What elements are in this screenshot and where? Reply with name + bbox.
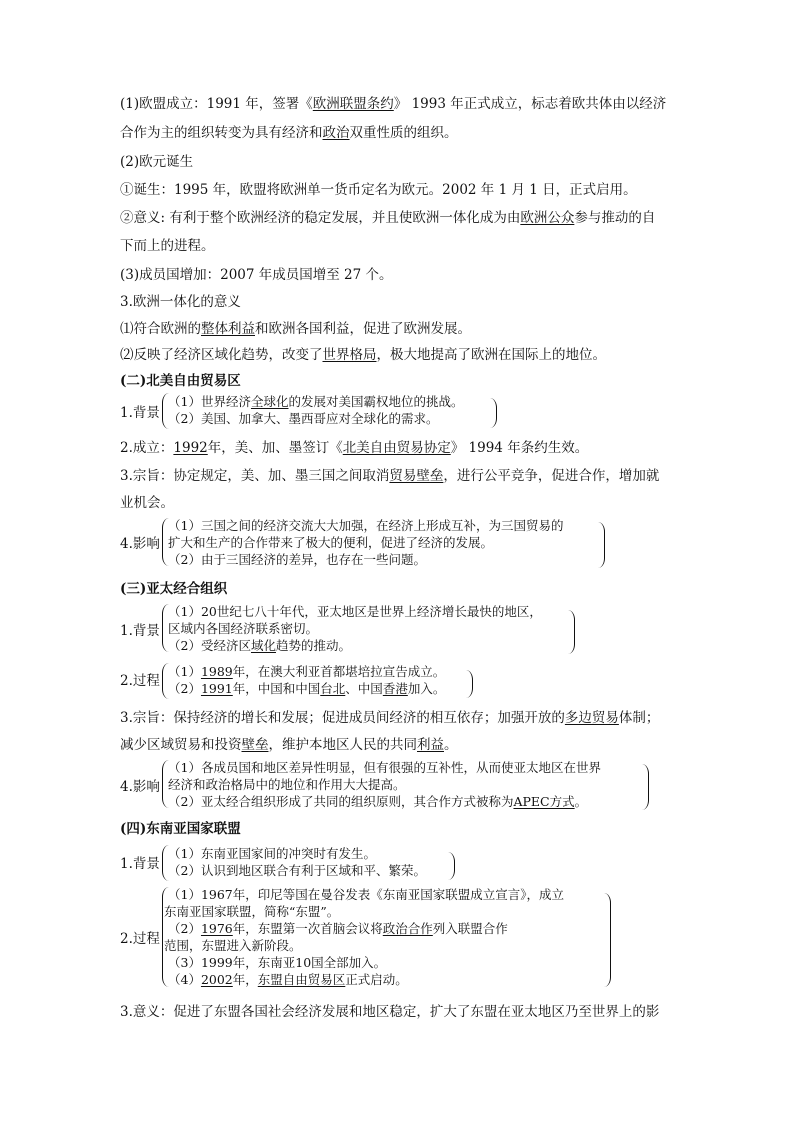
text: （1） xyxy=(168,664,201,679)
text: 。 xyxy=(574,794,588,809)
asean-process-item-2-cont: 范围，东盟进入新阶段。 xyxy=(164,938,302,953)
asean-background-label: 1.背景 xyxy=(120,856,160,872)
text: 》 1993 年正式成立，标志着欧共体由以经济 xyxy=(393,96,667,112)
apec-bg-item-1-cont: 区域内各国经济联系密切。 xyxy=(168,621,319,636)
apec-heading: (三)亚太经合组织 xyxy=(120,581,228,597)
eu-founding-line-2 xyxy=(120,124,458,142)
text: （4） xyxy=(168,972,201,987)
underlined-term: 欧洲公众 xyxy=(520,210,575,226)
asean-process-item-1: （1）1967年，印尼等国在曼谷发表《东南亚国家联盟成立宣言》，成立 xyxy=(168,887,565,902)
nafta-heading: (二)北美自由贸易区 xyxy=(120,373,241,389)
right-brace xyxy=(598,522,605,568)
underlined-term: 全球化 xyxy=(250,394,289,409)
text: ，进行公平竞争，促进合作，增加就 xyxy=(443,468,660,484)
text: 趋势的推动。 xyxy=(275,638,351,653)
right-brace xyxy=(568,610,575,654)
underlined-term: APEC方式 xyxy=(513,794,575,809)
apec-process-item-2 xyxy=(168,681,445,696)
text: （2）受经济区 xyxy=(168,638,251,653)
text: ②意义: 有利于整个欧洲经济的稳定发展，并且使欧洲一体化成为由 xyxy=(120,210,521,226)
underlined-term: 台北 xyxy=(320,681,346,696)
nafta-aim-line-2: 业机会。 xyxy=(120,495,174,511)
right-brace xyxy=(642,764,649,810)
text: ，极大地提高了欧洲在国际上的地位。 xyxy=(376,347,606,363)
nafta-impact-label: 4.影响 xyxy=(120,536,160,552)
nafta-background-label: 1.背景 xyxy=(120,405,160,421)
text: （2） xyxy=(168,921,201,936)
text: 列入联盟合作 xyxy=(432,921,508,936)
asean-process-item-4 xyxy=(168,972,408,987)
underlined-year: 2002 xyxy=(200,972,233,987)
text: 年， xyxy=(232,972,258,987)
text: 合作为主的组织转变为具有经济和 xyxy=(120,125,323,141)
text: 和欧洲各国利益，促进了欧洲发展。 xyxy=(255,321,471,337)
text: （1）世界经济 xyxy=(168,394,251,409)
underlined-term: 政治合作 xyxy=(382,921,433,936)
underlined-term: 多边贸易 xyxy=(564,710,619,726)
nafta-impact-item-1-cont: 扩大和生产的合作带来了极大的便利，促进了经济的发展。 xyxy=(168,535,494,550)
euro-meaning-line-2: 下而上的进程。 xyxy=(120,238,215,254)
euro-birth-line: ①诞生：1995 年，欧盟将欧洲单一货币定名为欧元。2002 年 1 月 1 日，正式启用。 xyxy=(120,182,637,198)
apec-process-item-1 xyxy=(168,664,445,679)
asean-bg-item-2: （2）认识到地区联合有利于区域和平、繁荣。 xyxy=(168,863,426,878)
apec-aim-line-2 xyxy=(120,736,458,754)
underlined-term: 东盟自由贸易区 xyxy=(257,972,346,987)
significance-line-1 xyxy=(120,320,471,338)
underlined-year: 1989 xyxy=(200,664,233,679)
text: 双重性质的组织。 xyxy=(349,125,458,141)
euro-heading: (2)欧元诞生 xyxy=(120,154,194,170)
nafta-establish-line xyxy=(120,439,588,457)
text: 的发展对美国霸权地位的挑战。 xyxy=(288,394,464,409)
text: 年，东盟第一次首脑会议将 xyxy=(232,921,383,936)
underlined-year: 1976 xyxy=(200,921,233,936)
members-line: (3)成员国增加：2007 年成员国增至 27 个。 xyxy=(120,267,393,283)
right-brace xyxy=(466,670,473,698)
asean-process-item-1-cont: 东南亚国家联盟，简称“东盟”。 xyxy=(164,904,340,919)
nafta-bg-item-1 xyxy=(168,394,464,409)
right-brace xyxy=(448,852,455,880)
underlined-term: 域化 xyxy=(250,638,276,653)
text: 加入。 xyxy=(407,681,446,696)
right-brace xyxy=(604,893,611,987)
agreement-name: 北美自由贸易协定 xyxy=(342,440,451,456)
apec-bg-item-1: （1）20世纪七八十年代，亚太地区是世界上经济增长最快的地区， xyxy=(168,604,542,619)
asean-bg-item-1: （1）东南亚国家间的冲突时有发生。 xyxy=(168,846,376,861)
apec-impact-item-1-cont: 经济和政治格局中的地位和作用大大提高。 xyxy=(168,777,406,792)
text: ，维护本地区人民的共同 xyxy=(268,737,417,753)
text: 3.宗旨：协定规定，美、加、墨三国之间取消 xyxy=(120,468,390,484)
text: 》 1994 年条约生效。 xyxy=(450,440,589,456)
significance-line-2 xyxy=(120,346,606,364)
text: 减少区域贸易和投资 xyxy=(120,737,242,753)
text: ⑵反映了经济区域化趋势，改变了 xyxy=(120,347,323,363)
nafta-impact-item-1: （1）三国之间的经济交流大大加强，在经济上形成互补，为三国贸易的 xyxy=(168,518,564,533)
text: 年，美、加、墨签订《 xyxy=(207,440,343,456)
text: （2）亚太经合组织形成了共同的组织原则，其合作方式被称为 xyxy=(168,794,514,809)
nafta-bg-item-2: （2）美国、加拿大、墨西哥应对全球化的需求。 xyxy=(168,411,439,426)
treaty-name: 欧洲联盟条约 xyxy=(312,96,394,112)
apec-background-label: 1.背景 xyxy=(120,623,160,639)
asean-process-label: 2.过程 xyxy=(120,931,160,947)
underlined-year: 1992 xyxy=(173,440,208,456)
apec-impact-item-1: （1）各成员国和地区差异性明显，但有很强的互补性，从而使亚太地区在世界 xyxy=(168,760,601,775)
eu-founding-line xyxy=(120,95,666,113)
text: 3.宗旨：保持经济的增长和发展；促进成员间经济的相互依存；加强开放的 xyxy=(120,710,565,726)
asean-process-item-2 xyxy=(168,921,508,936)
underlined-term: 贸易壁垒 xyxy=(389,468,444,484)
apec-impact-item-2 xyxy=(168,794,587,809)
text: 年，中国和中国 xyxy=(232,681,321,696)
text: 、中国 xyxy=(345,681,383,696)
apec-bg-item-2 xyxy=(168,638,351,653)
underlined-term: 利益 xyxy=(417,737,444,753)
underlined-term: 世界格局 xyxy=(322,347,377,363)
text: 。 xyxy=(444,737,458,753)
asean-heading: (四)东南亚国家联盟 xyxy=(120,821,241,837)
text: (1)欧盟成立：1991 年，签署《 xyxy=(120,96,313,112)
nafta-aim-line xyxy=(120,467,659,485)
asean-process-item-3: （3）1999年，东南亚10国全部加入。 xyxy=(168,955,387,970)
text: 2.成立： xyxy=(120,440,174,456)
underlined-term: 政治 xyxy=(322,125,350,141)
nafta-impact-item-2: （2）由于三国经济的差异，也存在一些问题。 xyxy=(168,552,426,567)
significance-heading: 3.欧洲一体化的意义 xyxy=(120,294,241,310)
text: 参与推动的自 xyxy=(574,210,656,226)
asean-significance-line: 3.意义：促进了东盟各国社会经济发展和地区稳定，扩大了东盟在亚太地区乃至世界上的影 xyxy=(120,1004,660,1020)
right-brace xyxy=(490,398,497,428)
underlined-term: 香港 xyxy=(382,681,408,696)
euro-meaning-line xyxy=(120,209,655,227)
text: 年，在澳大利亚首都堪培拉宣告成立。 xyxy=(232,664,446,679)
text: 正式启动。 xyxy=(345,972,408,987)
text: ⑴符合欧洲的 xyxy=(120,321,201,337)
underlined-term: 整体利益 xyxy=(201,321,255,337)
text: 体制； xyxy=(618,710,660,726)
text: （2） xyxy=(168,681,201,696)
apec-aim-line xyxy=(120,709,659,727)
apec-impact-label: 4.影响 xyxy=(120,779,160,795)
underlined-term: 壁垒 xyxy=(241,737,269,753)
apec-process-label: 2.过程 xyxy=(120,673,160,689)
underlined-year: 1991 xyxy=(200,681,233,696)
